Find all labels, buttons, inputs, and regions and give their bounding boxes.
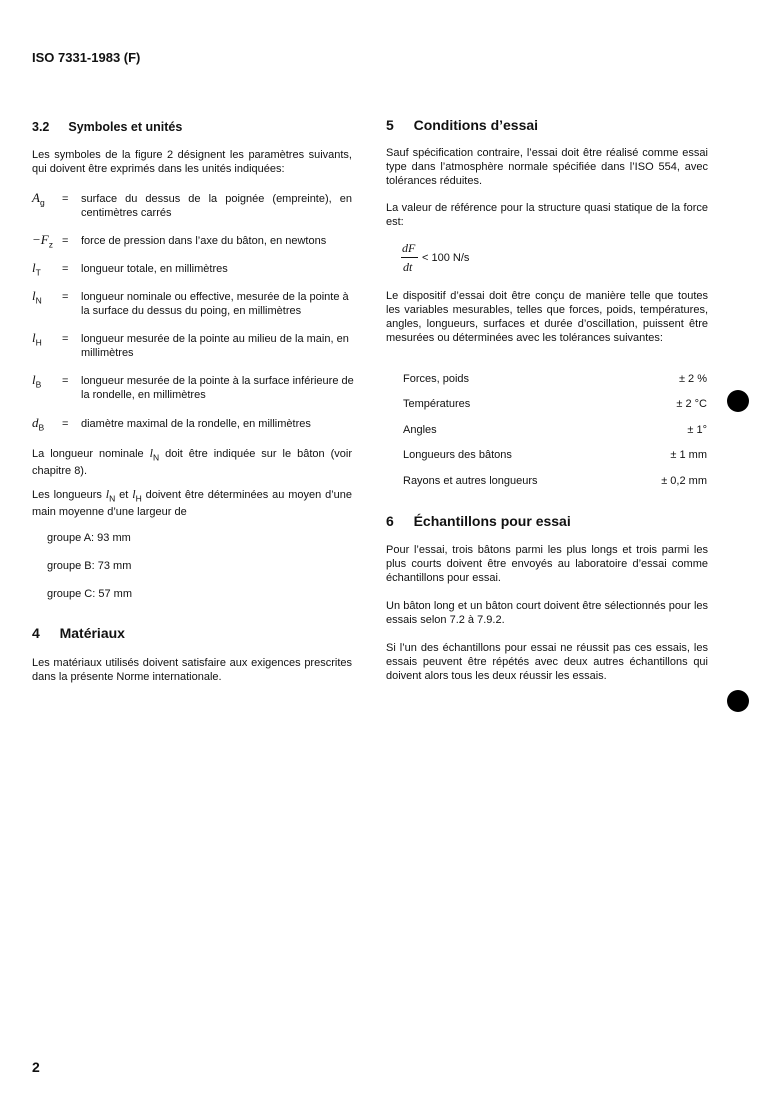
- section-5-paragraph-1: Sauf spécification contraire, l’essai doit être réalisé comme essai type dans l’atmosphère normale spécifiée dans l’ISO 554, avec tolérances réduites.: [386, 147, 708, 187]
- tolerance-name: Forces, poids: [403, 373, 470, 385]
- symbol-definition: longueur mesurée de la pointe à la surface inférieure de la rondelle, en millimètres: [81, 375, 354, 401]
- equals-sign: =: [62, 235, 69, 247]
- section-title: Matériaux: [59, 625, 125, 641]
- section-3-2-heading: [32, 120, 182, 134]
- group-item: groupe B: 73 mm: [47, 560, 132, 572]
- equals-sign: =: [62, 291, 69, 303]
- section-6-heading: [386, 514, 571, 528]
- page-number: 2: [32, 1059, 40, 1075]
- symbol-definition: longueur nominale ou effective, mesurée de la pointe à la surface du dessus du poing, en millimètres: [81, 291, 349, 317]
- section-6-paragraph-1: Pour l’essai, trois bâtons parmi les plus longs et trois parmi les plus courts doivent être envoyés au laboratoire d’essai comme échantillons pour essai.: [386, 544, 708, 584]
- symbol: $l_B$: [32, 372, 42, 390]
- symbol-definition: longueur mesurée de la pointe au milieu de la main, en millimètres: [81, 333, 349, 359]
- document-id: ISO 7331-1983 (F): [32, 50, 141, 65]
- section-5-heading: [386, 118, 538, 132]
- binding-hole-mark: [727, 690, 749, 712]
- symbol-definition: force de pression dans l’axe du bâton, en newtons: [81, 235, 327, 247]
- tolerance-value: ± 1°: [687, 424, 707, 436]
- symbol: $A_g$: [32, 190, 45, 208]
- symbol: $l_H$: [32, 330, 42, 348]
- symbol-definition: surface du dessus de la poignée (empreinte), en centimètres carrés: [81, 193, 352, 219]
- symbol-definition: diamètre maximal de la rondelle, en millimètres: [81, 418, 311, 430]
- formula-numerator: dF: [402, 241, 416, 255]
- nominal-length-paragraph: La longueur nominale $l_N$ doit être indiquée sur le bâton (voir chapitre 8).: [32, 446, 352, 478]
- fraction-bar: [401, 257, 418, 258]
- tolerance-value: ± 2 °C: [676, 398, 707, 410]
- section-title: Conditions d’essai: [413, 117, 539, 133]
- equals-sign: =: [62, 263, 69, 275]
- tolerance-value: ± 0,2 mm: [661, 475, 707, 487]
- symbol: $-F_z$: [32, 232, 53, 250]
- symbol-definition: longueur totale, en millimètres: [81, 263, 228, 275]
- section-number: 4: [32, 625, 40, 641]
- section-5-paragraph-2: La valeur de référence pour la structure quasi statique de la force est:: [386, 202, 708, 228]
- section-number: 3.2: [32, 120, 50, 134]
- section-title: Échantillons pour essai: [413, 513, 571, 529]
- section-6-paragraph-3: Si l’un des échantillons pour essai ne réussit pas ces essais, les essais peuvent être répétés avec deux autres échantillons qui doivent alors tous les deux réussir les essais.: [386, 642, 708, 682]
- tolerance-value: ± 2 %: [678, 373, 707, 385]
- section-number: 6: [386, 513, 394, 529]
- tolerance-name: Rayons et autres longueurs: [403, 475, 538, 487]
- equals-sign: =: [62, 193, 69, 205]
- equals-sign: =: [62, 418, 69, 430]
- section-4-text: Les matériaux utilisés doivent satisfaire aux exigences prescrites dans la présente Norme internationale.: [32, 657, 352, 683]
- equals-sign: =: [62, 333, 69, 345]
- section-4-heading: [32, 626, 125, 640]
- section-5-paragraph-3: Le dispositif d’essai doit être conçu de manière telle que toutes les variables mesurables, telles que forces, poids, températures, angles, longueurs, surfaces et durée d’oscillation, puissent être mesurées ou déterminées avec les tolérances suivantes:: [386, 290, 708, 344]
- section-title: Symboles et unités: [68, 120, 183, 134]
- symbol: $l_N$: [32, 288, 42, 306]
- equals-sign: =: [62, 375, 69, 387]
- tolerance-name: Températures: [403, 398, 471, 410]
- tolerance-name: Longueurs des bâtons: [403, 449, 512, 461]
- section-number: 5: [386, 117, 394, 133]
- tolerance-name: Angles: [403, 424, 437, 436]
- symbol: $l_T$: [32, 260, 41, 278]
- formula-denominator: dt: [403, 260, 413, 274]
- section-6-paragraph-2: Un bâton long et un bâton court doivent être sélectionnés pour les essais selon 7.2 à 7.9.2.: [386, 600, 708, 626]
- symbol: $d_B$: [32, 415, 45, 433]
- formula-rhs: < 100 N/s: [422, 252, 470, 264]
- lengths-paragraph: Les longueurs $l_N$ et $l_H$ doivent être déterminées au moyen d’une main moyenne d’une largeur de: [32, 487, 353, 519]
- binding-hole-mark: [727, 390, 749, 412]
- section-3-2-intro: Les symboles de la figure 2 désignent les paramètres suivants, qui doivent être exprimés dans les unités indiquées:: [32, 149, 352, 175]
- group-item: groupe C: 57 mm: [47, 588, 132, 600]
- group-item: groupe A: 93 mm: [47, 532, 131, 544]
- tolerance-value: ± 1 mm: [670, 449, 707, 461]
